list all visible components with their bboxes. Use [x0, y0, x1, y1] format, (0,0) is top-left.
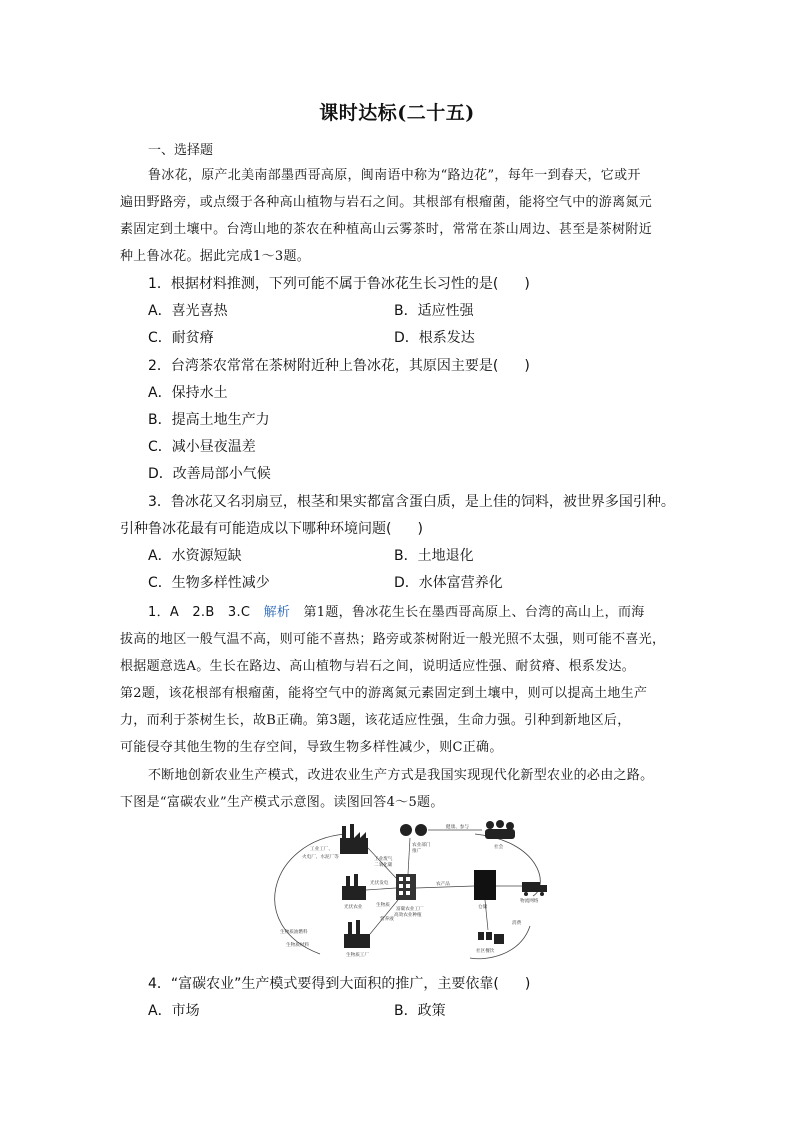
diagram-label: 光伏农业 [344, 905, 363, 910]
option-a: A．市场 [148, 1003, 200, 1019]
diagram-label: 生物质油燃料 [280, 930, 308, 935]
option-c: C．减小昼夜温差 [148, 439, 256, 455]
diagram-label: 农业部门 [412, 843, 431, 848]
rich-carbon-agriculture-diagram [250, 816, 560, 966]
option-d: D．改善局部小气候 [148, 466, 271, 482]
option-a: A．保持水土 [148, 385, 228, 401]
answer-line: 1．A 2.B 3.C 解析 第1题，鲁冰花生长在墨西哥高原上、台湾的高山上，而海 [148, 605, 645, 620]
analysis-tag: 解析 [263, 605, 291, 620]
question-3-cont: 引种鲁冰花最有可能造成以下哪种环境问题( ) [120, 521, 423, 537]
diagram-label: 营养液 [380, 917, 394, 922]
passage-line: 遍田野路旁，或点缀于各种高山植物与岩石之间。其根部有根瘤菌，能将空气中的游离氮元 [120, 195, 653, 210]
passage-line: 种上鲁冰花。据此完成1～3题。 [120, 249, 311, 264]
option-b: B．土地退化 [394, 548, 474, 564]
answer-line: 根据题意选A。生长在路边、高山植物与岩石之间，说明适应性强、耐贫瘠、根系发达。 [120, 659, 636, 674]
option-b: B．适应性强 [394, 303, 474, 319]
diagram-label: 光伏发电 [370, 881, 389, 886]
page-title: 课时达标(二十五) [319, 102, 475, 124]
agency-icon [415, 824, 427, 836]
diagram-label: 仓储 [478, 905, 488, 910]
solar-plant-icon [342, 874, 366, 900]
section-heading: 一、选择题 [148, 143, 214, 158]
option-c: C．生物多样性减少 [148, 575, 270, 591]
diagram-label: 生物质工厂 [346, 953, 369, 958]
answer-line: 拔高的地区一般气温不高，则可能不喜热；路旁或茶树附近一般光照不太强，则可能不喜光， [120, 632, 666, 647]
people-icon [485, 820, 515, 839]
diagram-label: 社会 [494, 845, 504, 850]
biomass-factory-icon [344, 920, 370, 948]
answer-line: 可能侵夺其他生物的生存空间，导致生物多样性减少，则C正确。 [120, 740, 503, 755]
greenhouse-building-icon [396, 874, 416, 900]
diagram-label: 生物质材料 [286, 943, 309, 948]
diagram-label: 工业工厂、 [310, 847, 333, 852]
option-b: B．政策 [394, 1003, 446, 1019]
option-c: C．耐贫瘠 [148, 330, 214, 346]
question-1: 1．根据材料推测，下列可能不属于鲁冰花生长习性的是( ) [148, 276, 530, 292]
question-2: 2．台湾茶农常常在茶树附近种上鲁冰花，其原因主要是( ) [148, 358, 530, 374]
diagram-label: 工业废气 [374, 857, 393, 862]
agency-icon [400, 824, 412, 836]
answer-line: 力，而利于茶树生长，故B正确。第3题，该花适应性强，生命力强。引种到新地区后， [120, 713, 631, 728]
option-d: D．水体富营养化 [394, 575, 503, 591]
option-b: B．提高土地生产力 [148, 412, 270, 428]
diagram-label: 火电厂、水泥厂等 [302, 855, 339, 860]
diagram-label: 高效农业种植 [394, 913, 422, 918]
warehouse-icon [474, 870, 496, 900]
question-3: 3．鲁冰花又名羽扇豆，根茎和果实都富含蛋白质，是上佳的饲料，被世界多国引种。 [148, 494, 675, 510]
diagram-label: 物流网络 [520, 899, 539, 904]
diagram-label: 生物质 [376, 903, 390, 908]
passage-line: 下图是“富碳农业”生产模式示意图。读图回答4～5题。 [120, 795, 444, 810]
shop-icon [478, 932, 504, 944]
option-a: A．喜光喜热 [148, 303, 228, 319]
diagram-label: 农产品 [436, 882, 450, 887]
option-a: A．水资源短缺 [148, 548, 242, 564]
passage-line: 不断地创新农业生产模式，改进农业生产方式是我国实现现代化新型农业的必由之路。 [148, 768, 654, 783]
passage-line: 鲁冰花，原产北美南部墨西哥高原，闽南语中称为“路边花”，每年一到春天，它或开 [148, 168, 641, 183]
diagram-label: 社区餐饮 [476, 949, 495, 954]
diagram-label: 富碳农业工厂 [396, 907, 424, 912]
question-4: 4．“富碳农业”生产模式要得到大面积的推广，主要依靠( ) [148, 976, 531, 992]
passage-line: 素固定到土壤中。台湾山地的茶农在种植高山云雾茶时，常常在茶山周边、甚至是茶树附近 [120, 222, 653, 237]
diagram-label: 消费 [512, 921, 522, 926]
factory-icon [340, 824, 368, 854]
diagram-label: 二氧化碳 [374, 863, 393, 868]
option-d: D．根系发达 [394, 330, 475, 346]
diagram-label: 健康、参与 [446, 825, 469, 830]
diagram-label: 推广 [412, 849, 422, 854]
answer-line: 第2题，该花根部有根瘤菌，能将空气中的游离氮元素固定到土壤中，则可以提高土地生产 [120, 686, 648, 701]
truck-icon [522, 882, 547, 896]
